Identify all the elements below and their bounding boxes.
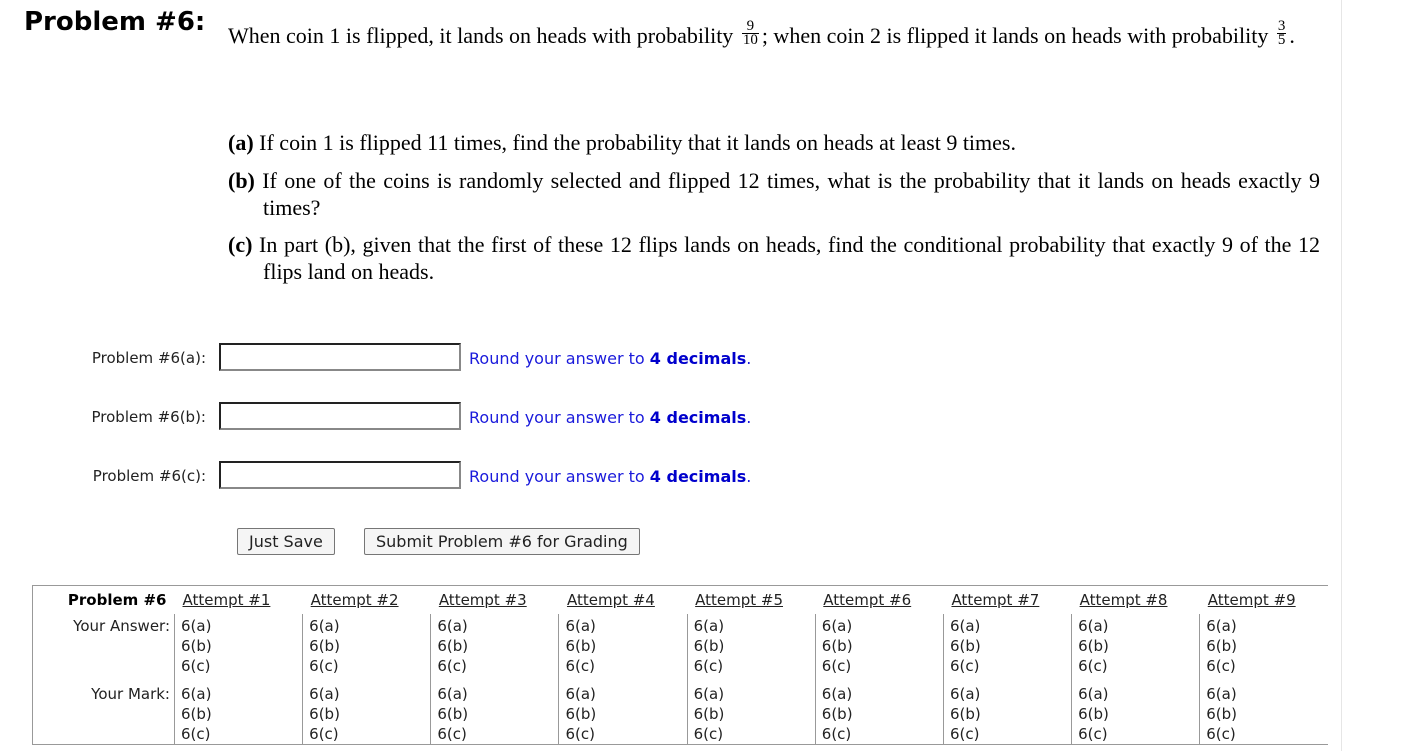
part-label: (c) <box>228 232 253 257</box>
attempt-part-label: 6(b) <box>437 637 469 655</box>
answer-label-b: Problem #6(b): <box>91 408 206 426</box>
attempt-answer-cell <box>687 614 815 682</box>
attempt-part-label: 6(c) <box>309 657 339 675</box>
hint-text: Round your answer to <box>469 408 650 427</box>
attempt-column-header <box>943 586 1071 615</box>
problem-intro <box>228 16 1320 56</box>
answer-label-c: Problem #6(c): <box>92 467 206 485</box>
part-b <box>228 167 1320 221</box>
attempt-part-label: 6(b) <box>309 637 340 655</box>
intro-end: . <box>1289 23 1295 48</box>
part-text: If coin 1 is flipped 11 times, find the probability that it lands on heads at least 9 times. <box>259 130 1016 155</box>
attempt-mark-cell <box>1200 682 1328 745</box>
part-label: (b) <box>228 168 255 193</box>
attempt-mark-cell <box>943 682 1071 745</box>
part-label: (a) <box>228 130 254 155</box>
attempts-header-row <box>33 586 1329 615</box>
attempt-part-label: 6(b) <box>693 637 725 655</box>
attempt-part-label: 6(c) <box>949 657 980 675</box>
part-a <box>228 129 1320 156</box>
fraction-coin1 <box>742 20 759 47</box>
attempt-part-label: 6(a) <box>181 617 212 635</box>
attempt-part-label: 6(a) <box>1206 617 1237 635</box>
fraction-coin2 <box>1277 20 1287 47</box>
attempt-part-label: 6(a) <box>693 617 725 635</box>
answer-input-c[interactable] <box>219 461 461 489</box>
attempt-part-label: 6(c) <box>437 657 467 675</box>
attempt-link[interactable]: Attempt #1 <box>182 591 271 609</box>
attempts-problem-header: Problem #6 <box>33 586 175 615</box>
attempt-answer-cell <box>303 614 431 682</box>
your-mark-row <box>33 682 1329 745</box>
attempt-part-label: 6(c) <box>565 725 595 743</box>
attempt-answer-cell <box>1072 614 1200 682</box>
attempt-part-label: 6(c) <box>1078 657 1108 675</box>
attempt-part-label: 6(c) <box>181 657 211 675</box>
part-c <box>228 231 1320 285</box>
attempt-part-label: 6(a) <box>565 617 596 635</box>
attempt-part-label: 6(b) <box>821 637 853 655</box>
attempt-column-header <box>1072 586 1200 615</box>
attempt-part-label: 6(b) <box>1078 637 1109 655</box>
attempt-answer-cell <box>175 614 303 682</box>
attempt-part-label: 6(c) <box>181 725 211 743</box>
hint-emphasis: 4 decimals <box>649 349 747 368</box>
attempt-part-label: 6(b) <box>309 705 340 723</box>
fraction-numerator: 3 <box>1277 18 1286 35</box>
round-hint-a <box>469 349 751 368</box>
hint-end: . <box>746 467 752 486</box>
attempt-part-label: 6(a) <box>821 685 853 703</box>
fraction-numerator: 9 <box>742 20 759 34</box>
attempt-part-label: 6(a) <box>309 617 340 635</box>
part-text: If one of the coins is randomly selected and flipped 12 times, what is the probability that it lands on heads exactly 9 times? <box>262 168 1320 220</box>
attempt-part-label: 6(a) <box>1078 617 1109 635</box>
fraction-denominator: 10 <box>742 32 758 49</box>
attempt-part-label: 6(c) <box>693 657 724 675</box>
attempt-column-header <box>815 586 943 615</box>
hint-end: . <box>746 349 752 368</box>
attempt-part-label: 6(b) <box>821 705 853 723</box>
attempt-answer-cell <box>431 614 559 682</box>
attempt-part-label: 6(a) <box>309 685 340 703</box>
attempt-mark-cell <box>175 682 303 745</box>
attempt-part-label: 6(a) <box>181 685 212 703</box>
attempt-link[interactable]: Attempt #6 <box>823 591 912 609</box>
attempt-part-label: 6(c) <box>1078 725 1108 743</box>
your-answer-label <box>33 614 175 682</box>
round-hint-b <box>469 408 751 427</box>
attempt-link[interactable]: Attempt #2 <box>310 591 399 609</box>
attempt-mark-cell <box>559 682 687 745</box>
attempt-part-label: 6(b) <box>565 705 597 723</box>
attempt-column-header <box>303 586 431 615</box>
intro-text-1: When coin 1 is flipped, it lands on heads with probability <box>228 23 734 48</box>
attempt-part-label: 6(a) <box>565 685 596 703</box>
round-hint-c <box>469 467 751 486</box>
attempt-link[interactable]: Attempt #4 <box>566 591 655 609</box>
attempt-part-label: 6(c) <box>437 725 467 743</box>
attempt-part-label: 6(a) <box>821 617 853 635</box>
attempt-part-label: 6(a) <box>693 685 725 703</box>
attempt-answer-cell <box>815 614 943 682</box>
attempt-part-label: 6(b) <box>437 705 469 723</box>
hint-text: Round your answer to <box>469 349 650 368</box>
attempt-part-label: 6(c) <box>309 725 339 743</box>
attempt-part-label: 6(b) <box>181 637 212 655</box>
answer-label-a: Problem #6(a): <box>91 349 206 367</box>
attempt-part-label: 6(b) <box>1206 705 1238 723</box>
attempt-answer-cell <box>559 614 687 682</box>
attempt-part-label: 6(c) <box>693 725 724 743</box>
attempt-part-label: 6(a) <box>1206 685 1237 703</box>
intro-text-2: ; when coin 2 is flipped it lands on heads with probability <box>761 23 1269 48</box>
answer-input-a[interactable] <box>219 343 461 371</box>
attempt-part-label: 6(c) <box>1206 657 1236 675</box>
attempt-link[interactable]: Attempt #9 <box>1207 591 1296 609</box>
your-answer-row <box>33 614 1329 682</box>
hint-emphasis: 4 decimals <box>649 408 747 427</box>
attempt-mark-cell <box>431 682 559 745</box>
answer-input-b[interactable] <box>219 402 461 430</box>
just-save-button[interactable]: Just Save <box>237 528 335 555</box>
attempt-column-header <box>559 586 687 615</box>
attempts-table <box>32 585 1328 745</box>
attempt-mark-cell <box>303 682 431 745</box>
attempt-part-label: 6(a) <box>437 685 468 703</box>
attempt-answer-cell <box>1200 614 1328 682</box>
attempt-part-label: 6(b) <box>1206 637 1238 655</box>
attempt-link[interactable]: Attempt #8 <box>1079 591 1168 609</box>
attempt-part-label: 6(b) <box>565 637 597 655</box>
attempt-part-label: 6(b) <box>1078 705 1109 723</box>
attempt-link[interactable]: Attempt #5 <box>695 591 784 609</box>
attempt-part-label: 6(a) <box>949 685 981 703</box>
attempt-answer-cell <box>943 614 1071 682</box>
problem-title: Problem #6: <box>24 7 206 37</box>
fraction-denominator: 5 <box>1277 32 1286 49</box>
hint-emphasis: 4 decimals <box>649 467 747 486</box>
attempt-part-label: 6(c) <box>821 657 852 675</box>
attempt-part-label: 6(a) <box>949 617 981 635</box>
attempt-mark-cell <box>687 682 815 745</box>
attempt-part-label: 6(c) <box>949 725 980 743</box>
attempt-column-header <box>1200 586 1328 615</box>
hint-end: . <box>746 408 752 427</box>
attempt-part-label: 6(c) <box>565 657 595 675</box>
attempt-part-label: 6(c) <box>1206 725 1236 743</box>
row-label-text: Your Answer: <box>73 617 170 635</box>
attempt-column-header <box>687 586 815 615</box>
attempt-part-label: 6(b) <box>949 705 981 723</box>
attempt-part-label: 6(a) <box>437 617 468 635</box>
your-mark-label <box>33 682 175 745</box>
attempt-column-header <box>431 586 559 615</box>
row-label-text: Your Mark: <box>91 685 170 703</box>
attempt-link[interactable]: Attempt #7 <box>951 591 1040 609</box>
attempt-part-label: 6(b) <box>693 705 725 723</box>
attempt-mark-cell <box>815 682 943 745</box>
attempt-part-label: 6(b) <box>181 705 212 723</box>
attempt-part-label: 6(a) <box>1078 685 1109 703</box>
hint-text: Round your answer to <box>469 467 650 486</box>
attempt-part-label: 6(b) <box>949 637 981 655</box>
attempt-mark-cell <box>1072 682 1200 745</box>
part-text: In part (b), given that the first of these 12 flips lands on heads, find the conditional probability that exactly 9 of the 12 flips land on heads. <box>259 232 1320 284</box>
page-right-border <box>1341 0 1342 751</box>
attempt-column-header <box>175 586 303 615</box>
submit-for-grading-button[interactable]: Submit Problem #6 for Grading <box>364 528 640 555</box>
attempt-part-label: 6(c) <box>821 725 852 743</box>
attempt-link[interactable]: Attempt #3 <box>438 591 527 609</box>
